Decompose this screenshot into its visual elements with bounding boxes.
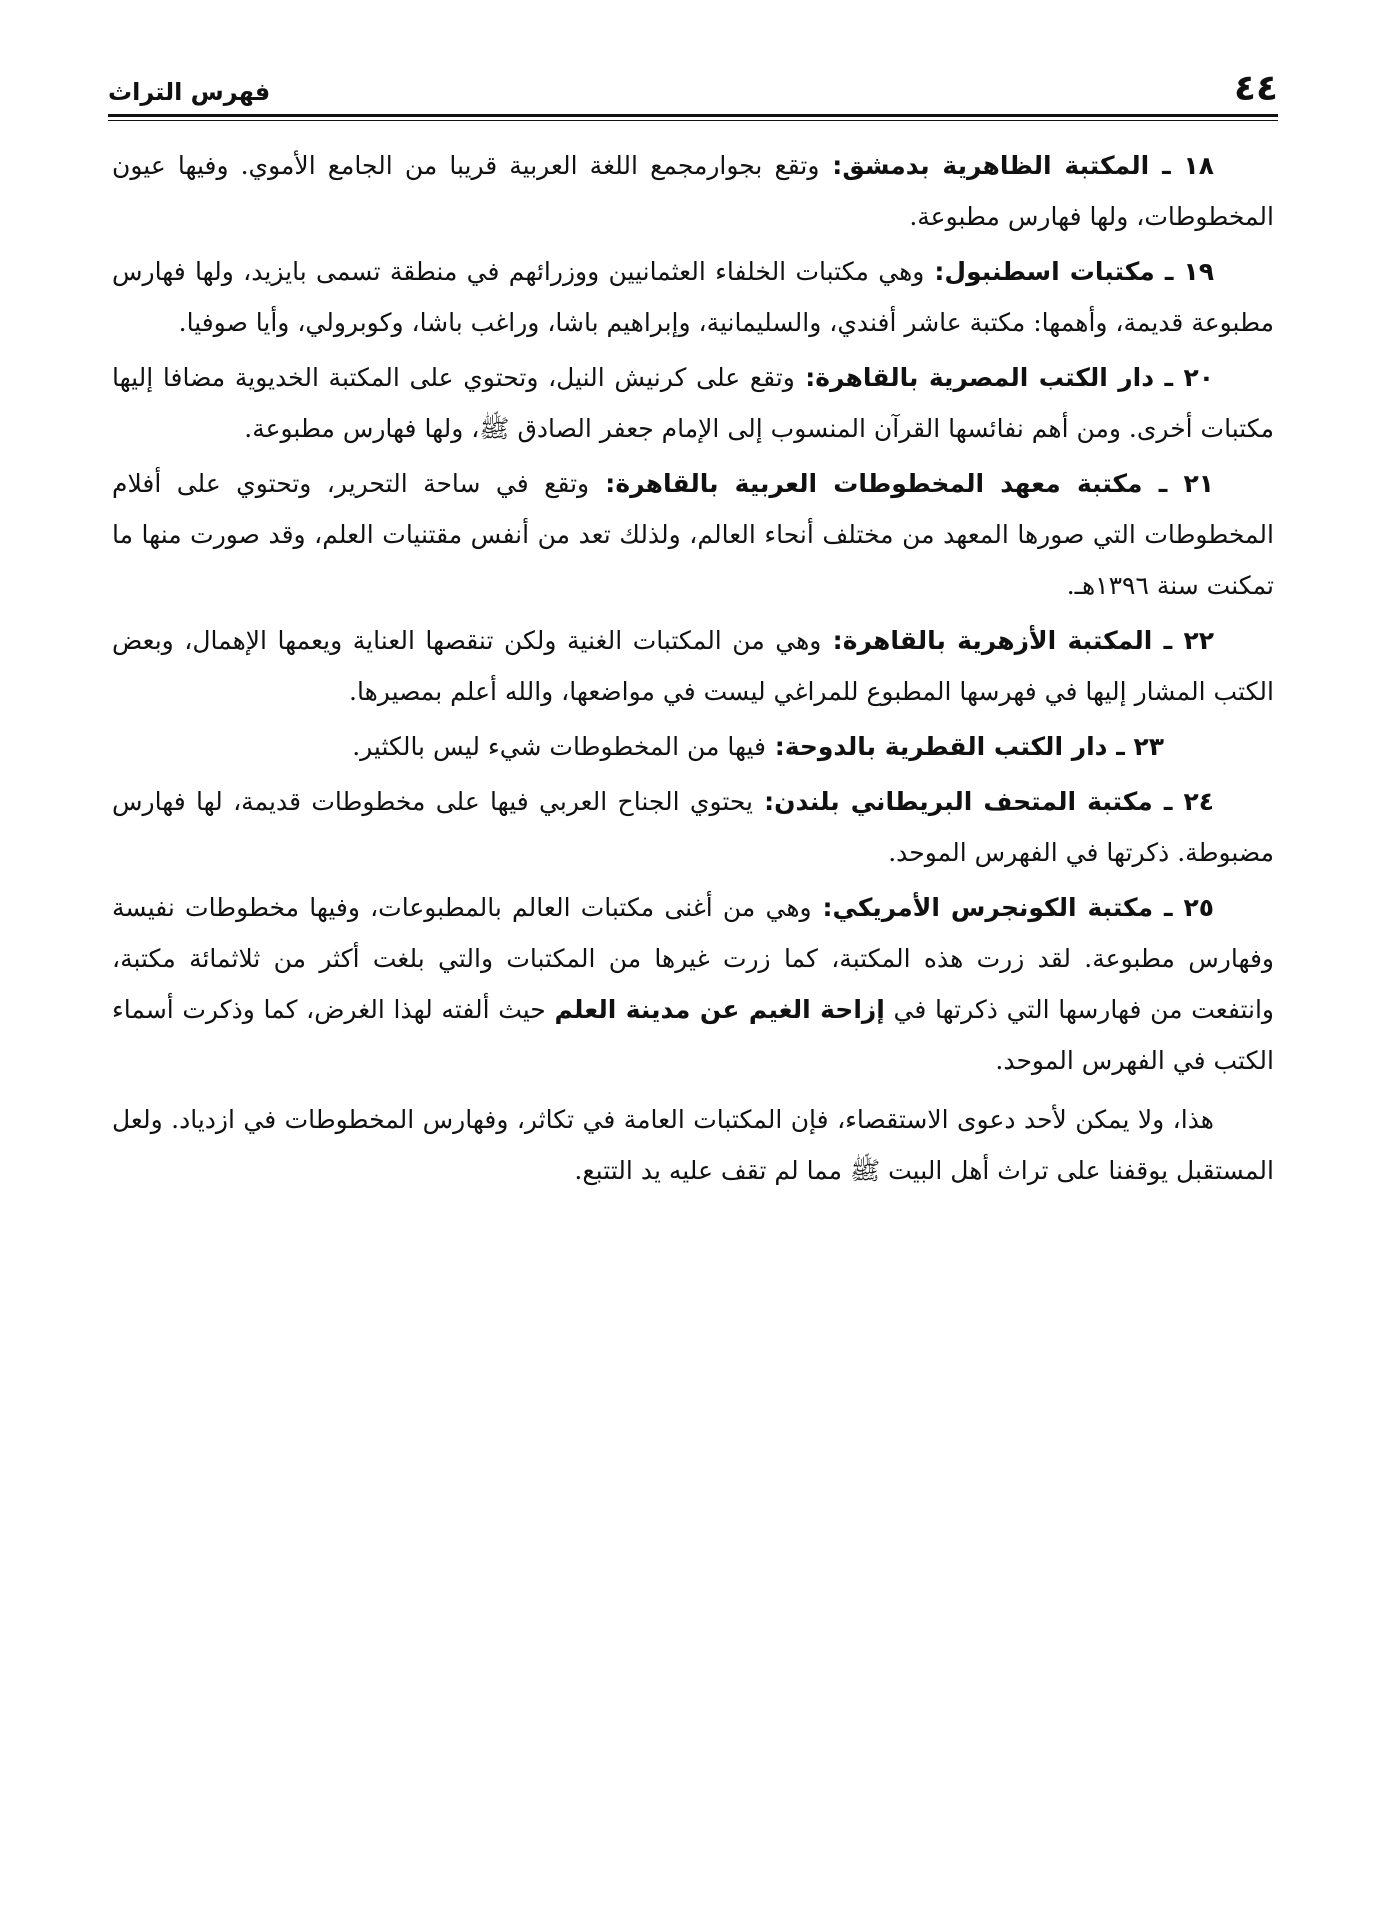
entry-heading: دار الكتب المصرية بالقاهرة <box>815 363 1155 392</box>
header-rule-thick <box>108 114 1278 117</box>
entry-text: وتقع في ساحة التحرير، وتحتوي على أفلام المخطوطات التي صورها المعهد من مختلف أنحاء العالم، ولذلك تعد من أنفس مقتنيات العلم، وقد صورت منها ما تمكنت سنة ١٣٩٦هـ. <box>112 469 1274 600</box>
entry-number: ٢١ <box>1183 469 1214 498</box>
entry-separator: ـ <box>1149 151 1184 180</box>
entry-number: ٢٣ <box>1133 732 1164 761</box>
main-content <box>112 140 1274 1200</box>
entry-heading: مكتبة معهد المخطوطات العربية بالقاهرة <box>615 469 1143 498</box>
entry-number: ١٨ <box>1183 151 1214 180</box>
entry-colon: : <box>821 626 843 655</box>
entry-25 <box>112 882 1274 1086</box>
entry-separator: ـ <box>1152 626 1184 655</box>
entry-text: وهي مكتبات الخلفاء العثمانيين ووزرائهم في منطقة تسمى بايزيد، ولها فهارس مطبوعة قديمة، وأهمها: مكتبة عاشر أفندي، والسليمانية، وإبراهيم باشا، وراغب باشا، وكوبرولي، وأيا صوفيا. <box>112 257 1274 337</box>
entry-text-after: حيث ألفته لهذا الغرض، كما وذكرت أسماء الكتب في الفهرس الموحد. <box>112 995 1274 1075</box>
header-rule-thin <box>108 120 1278 121</box>
entry-number: ٢٥ <box>1183 893 1214 922</box>
closing-paragraph: هذا، ولا يمكن لأحد دعوى الاستقصاء، فإن المكتبات العامة في تكاثر، وفهارس المخطوطات في ازدياد. ولعل المستقبل يوقفنا على تراث أهل البيت ﷺ مما لم تقف عليه يد التتبع. <box>112 1105 1274 1185</box>
running-title: فهرس التراث <box>108 78 271 106</box>
entry-24 <box>112 776 1274 878</box>
entry-colon: : <box>753 787 775 816</box>
entry-number: ١٩ <box>1183 257 1214 286</box>
entry-heading: مكتبة المتحف البريطاني بلندن <box>774 787 1153 816</box>
entry-heading: المكتبة الظاهرية بدمشق <box>842 151 1150 180</box>
entry-heading: المكتبة الأزهرية بالقاهرة <box>842 626 1153 655</box>
entry-19 <box>112 246 1274 348</box>
entry-separator: ـ <box>1153 893 1184 922</box>
entry-18 <box>112 140 1274 242</box>
entry-colon: : <box>589 469 616 498</box>
entry-separator: ـ <box>1107 732 1134 761</box>
entry-heading: دار الكتب القطرية بالدوحة <box>784 732 1108 761</box>
entry-separator: ـ <box>1154 257 1184 286</box>
entry-text: وهي من أغنى مكتبات العالم بالمطبوعات، وفيها مخطوطات نفيسة وفهارس مطبوعة. لقد زرت هذه المكتبة، كما زرت غيرها من المكتبات والتي بلغت أكثر من ثلاثمائة مكتبة، وانتفعت من فهارسها التي ذكرتها في <box>112 893 1274 1024</box>
entry-separator: ـ <box>1152 787 1184 816</box>
entry-number: ٢٢ <box>1183 626 1215 655</box>
page-number: ٤٤ <box>1234 68 1278 109</box>
entry-21 <box>112 458 1274 611</box>
entry-20 <box>112 352 1274 454</box>
entry-22 <box>112 615 1274 717</box>
entry-text: وهي من المكتبات الغنية ولكن تنقصها العناية ويعمها الإهمال، وبعض الكتب المشار إليها في فهرسها المطبوع للمراغي ليست في مواضعها، والله أعلم بمصيرها. <box>112 626 1274 706</box>
entry-number: ٢٠ <box>1183 363 1215 392</box>
entry-heading: مكتبات اسطنبول <box>944 257 1155 286</box>
entry-colon: : <box>924 257 945 286</box>
entry-text: يحتوي الجناح العربي فيها على مخطوطات قديمة، لها فهارس مضبوطة. ذكرتها في الفهرس الموحد. <box>112 787 1274 867</box>
entry-separator: ـ <box>1154 363 1184 392</box>
entry-heading: مكتبة الكونجرس الأمريكي <box>832 893 1154 922</box>
entry-text: فيها من المخطوطات شيء ليس بالكثير. <box>352 732 767 761</box>
entry-colon: : <box>766 732 785 761</box>
entry-colon: : <box>819 151 843 180</box>
entry-separator: ـ <box>1142 469 1184 498</box>
entry-number: ٢٤ <box>1183 787 1215 816</box>
entry-colon: : <box>794 363 816 392</box>
book-title: إزاحة الغيم عن مدينة العلم <box>554 995 885 1024</box>
entry-colon: : <box>811 893 833 922</box>
entry-text: وتقع بجوارمجمع اللغة العربية قريبا من الجامع الأموي. وفيها عيون المخطوطات، ولها فهارس مطبوعة. <box>112 151 1274 231</box>
entry-text: وتقع على كرنيش النيل، وتحتوي على المكتبة الخديوية مضافا إليها مكتبات أخرى. ومن أهم نفائسها القرآن المنسوب إلى الإمام جعفر الصادق ﷺ، ولها فهارس مطبوعة. <box>112 363 1274 443</box>
entry-23 <box>112 721 1274 772</box>
page-header <box>108 62 1278 114</box>
